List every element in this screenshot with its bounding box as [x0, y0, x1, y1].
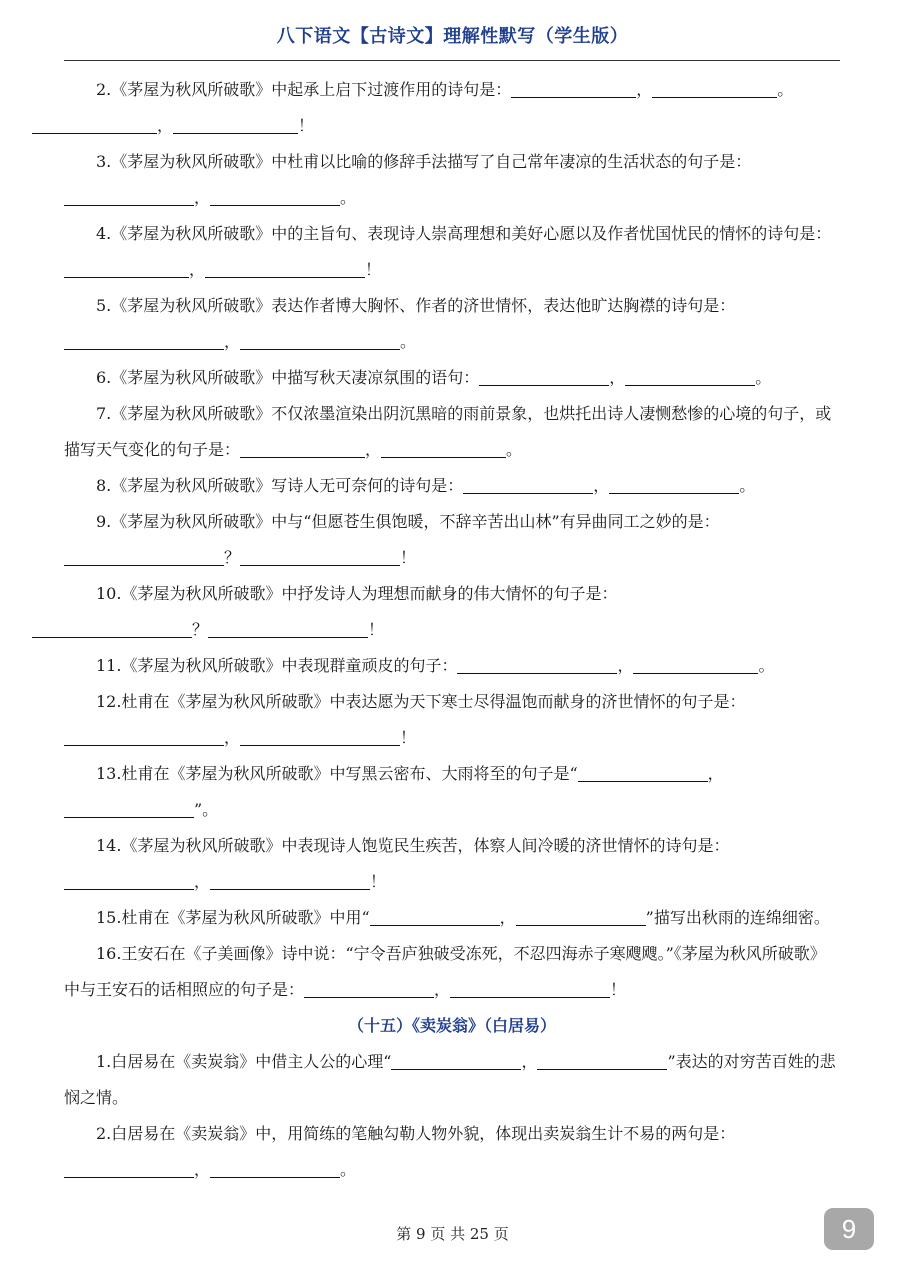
answer-blank[interactable] [64, 800, 194, 818]
answer-blank[interactable] [516, 908, 646, 926]
question-5: 5.《茅屋为秋风所破歌》表达作者博大胸怀、作者的济世情怀，表达他旷达胸襟的诗句是：， 。 [64, 288, 840, 360]
page-footer: 第 9 页 共 25 页 [396, 1225, 509, 1243]
answer-blank[interactable] [64, 548, 224, 566]
answer-blank[interactable] [64, 332, 224, 350]
exercise-content [64, 72, 840, 1188]
answer-blank[interactable] [64, 728, 224, 746]
answer-blank[interactable] [210, 1160, 340, 1178]
question-3: 3.《茅屋为秋风所破歌》中杜甫以比喻的修辞手法描写了自己常年凄凉的生活状态的句子是：， 。 [64, 144, 840, 216]
question-16: 16.王安石在《子美画像》诗中说：“宁令吾庐独破受冻死，不忍四海赤子寒飕飕。”《茅屋为秋风所破歌》中与王安石的话相照应的句子是： ， ！ [64, 944, 826, 999]
answer-blank[interactable] [625, 368, 755, 386]
section-title: （十五）《卖炭翁》（白居易） [347, 1016, 556, 1035]
answer-blank[interactable] [240, 548, 400, 566]
answer-blank[interactable] [64, 188, 194, 206]
answer-blank[interactable] [479, 368, 609, 386]
question-15: 15.杜甫在《茅屋为秋风所破歌》中用“ ， ”描写出秋雨的连绵细密。 [96, 908, 830, 927]
answer-blank[interactable] [537, 1052, 667, 1070]
answer-blank[interactable] [609, 476, 739, 494]
answer-blank[interactable] [240, 440, 365, 458]
answer-blank[interactable] [32, 620, 192, 638]
question-13: 13.杜甫在《茅屋为秋风所破歌》中写黑云密布、大雨将至的句子是“ ，”。 [64, 756, 840, 828]
question-s15-1: 1.白居易在《卖炭翁》中借主人公的心理“ ， ”表达的对穷苦百姓的悲悯之情。 [64, 1052, 836, 1107]
header-divider [64, 60, 840, 61]
question-4: 4.《茅屋为秋风所破歌》中的主旨句、表现诗人崇高理想和美好心愿以及作者忧国忧民的情怀的诗句是：， ！ [64, 216, 840, 288]
answer-blank[interactable] [463, 476, 593, 494]
question-2: 2.《茅屋为秋风所破歌》中起承上启下过渡作用的诗句是： ， 。 ， ！ [64, 72, 840, 144]
answer-blank[interactable] [208, 620, 368, 638]
answer-blank[interactable] [450, 980, 610, 998]
answer-blank[interactable] [64, 260, 189, 278]
answer-blank[interactable] [381, 440, 506, 458]
answer-blank[interactable] [64, 1160, 194, 1178]
question-8: 8.《茅屋为秋风所破歌》写诗人无可奈何的诗句是： ， 。 [96, 476, 756, 495]
question-6: 6.《茅屋为秋风所破歌》中描写秋天凄凉氛围的语句： ， 。 [96, 368, 772, 387]
answer-blank[interactable] [240, 728, 400, 746]
answer-blank[interactable] [240, 332, 400, 350]
answer-blank[interactable] [578, 764, 708, 782]
question-12: 12.杜甫在《茅屋为秋风所破歌》中表达愿为天下寒士尽得温饱而献身的济世情怀的句子是：， ！ [64, 684, 840, 756]
question-11: 11.《茅屋为秋风所破歌》中表现群童顽皮的句子： ， 。 [96, 656, 775, 675]
page-number-badge: 9 [824, 1208, 874, 1250]
answer-blank[interactable] [511, 80, 636, 98]
document-header: 八下语文【古诗文】理解性默写（学生版） [276, 26, 629, 47]
answer-blank[interactable] [64, 872, 194, 890]
question-10: 10.《茅屋为秋风所破歌》中抒发诗人为理想而献身的伟大情怀的句子是： ？ ！ [64, 576, 840, 648]
question-14: 14.《茅屋为秋风所破歌》中表现诗人饱览民生疾苦，体察人间冷暖的济世情怀的诗句是：， ！ [64, 828, 840, 900]
answer-blank[interactable] [205, 260, 365, 278]
answer-blank[interactable] [32, 116, 157, 134]
answer-blank[interactable] [370, 908, 500, 926]
answer-blank[interactable] [633, 656, 758, 674]
answer-blank[interactable] [304, 980, 434, 998]
answer-blank[interactable] [652, 80, 777, 98]
question-9: 9.《茅屋为秋风所破歌》中与“但愿苍生俱饱暖，不辞辛苦出山林”有异曲同工之妙的是：？ ！ [64, 504, 840, 576]
answer-blank[interactable] [457, 656, 617, 674]
answer-blank[interactable] [210, 872, 370, 890]
answer-blank[interactable] [391, 1052, 521, 1070]
question-s15-2: 2.白居易在《卖炭翁》中，用简练的笔触勾勒人物外貌，体现出卖炭翁生计不易的两句是：， 。 [64, 1116, 840, 1188]
answer-blank[interactable] [173, 116, 298, 134]
answer-blank[interactable] [210, 188, 340, 206]
question-7: 7.《茅屋为秋风所破歌》不仅浓墨渲染出阴沉黑暗的雨前景象，也烘托出诗人凄恻愁惨的心境的句子，或描写天气变化的句子是： ， 。 [64, 404, 832, 459]
